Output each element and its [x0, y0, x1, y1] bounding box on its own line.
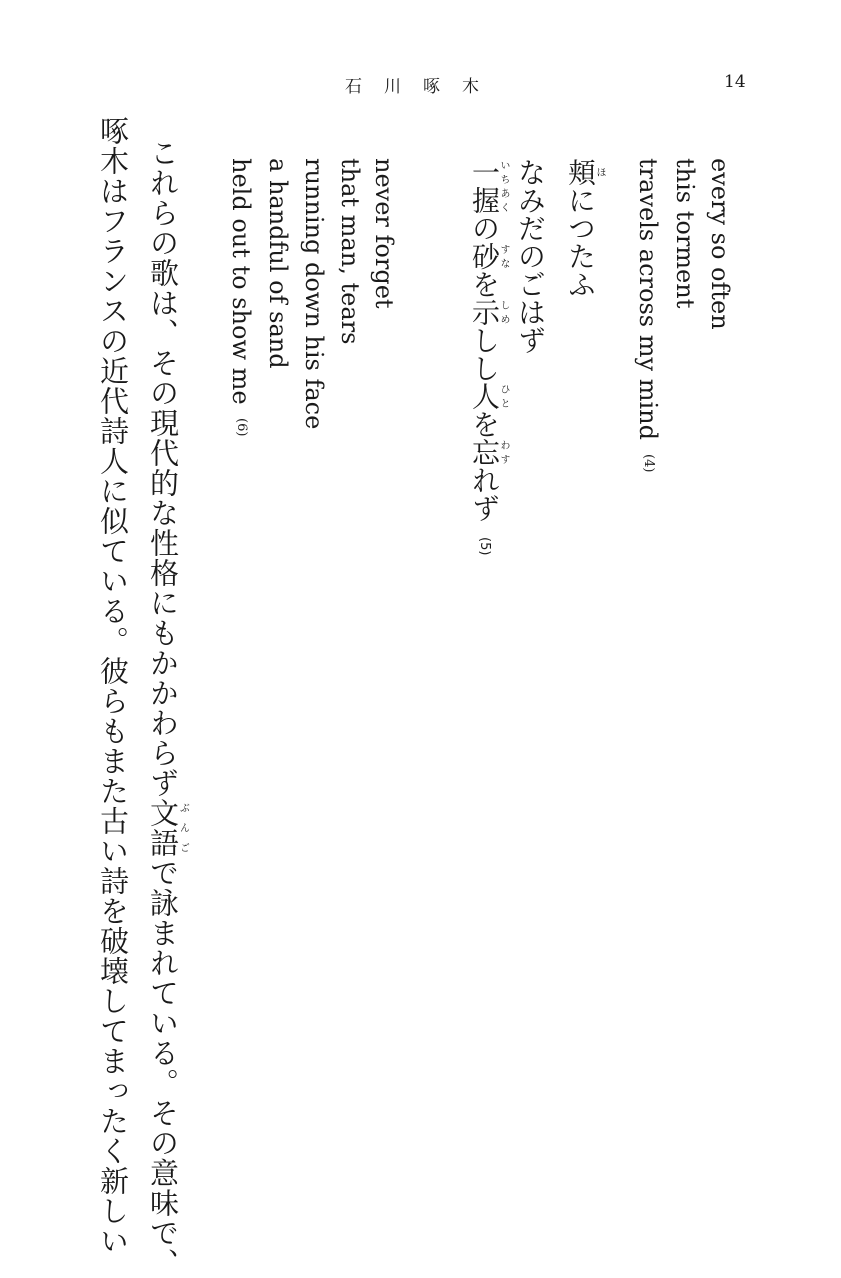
poem-en-2-line-5 — [229, 158, 253, 437]
book-title: 石川啄木 — [345, 77, 501, 97]
poem-en-1-line-3 — [636, 158, 660, 472]
footnote-marker: (6) — [234, 418, 249, 437]
prose-column-1: これらの歌は、その現代的な性格にもかかわらず文語ぶんごで詠まれている。その意味で、 — [146, 138, 189, 1278]
ruby-word: 頬ほ — [564, 158, 605, 186]
poem-jp-line-1: 頬ほにつたふ — [564, 158, 605, 298]
poem-jp-line-2: なみだのごはず — [514, 158, 547, 354]
prose-column-2: 啄木はフランスの近代詩人に似ている。彼らもまた古い詩を破壊してまったく新しい — [96, 116, 130, 1256]
poem-en-1-line-2: this torment — [671, 158, 699, 309]
poem-en-2-line-3: running down his face — [300, 158, 328, 430]
poem-en-2-line-2: that man, tears — [336, 158, 364, 345]
poem-line-text: held out to show me — [227, 158, 255, 405]
poem-jp-line-3: 一握いちあくの砂すなを示しめしし人ひとを忘わすれず (5) — [468, 158, 509, 556]
poem-en-1-line-1: every so often — [706, 158, 734, 330]
page-number: 14 — [724, 72, 746, 92]
poem-line-text: travels across my mind — [634, 158, 662, 440]
footnote-marker: (5) — [477, 536, 492, 556]
poem-en-2-line-1: never forget — [370, 158, 398, 309]
footnote-marker: (4) — [641, 453, 656, 473]
poem-en-2-line-4: a handful of sand — [264, 158, 292, 369]
